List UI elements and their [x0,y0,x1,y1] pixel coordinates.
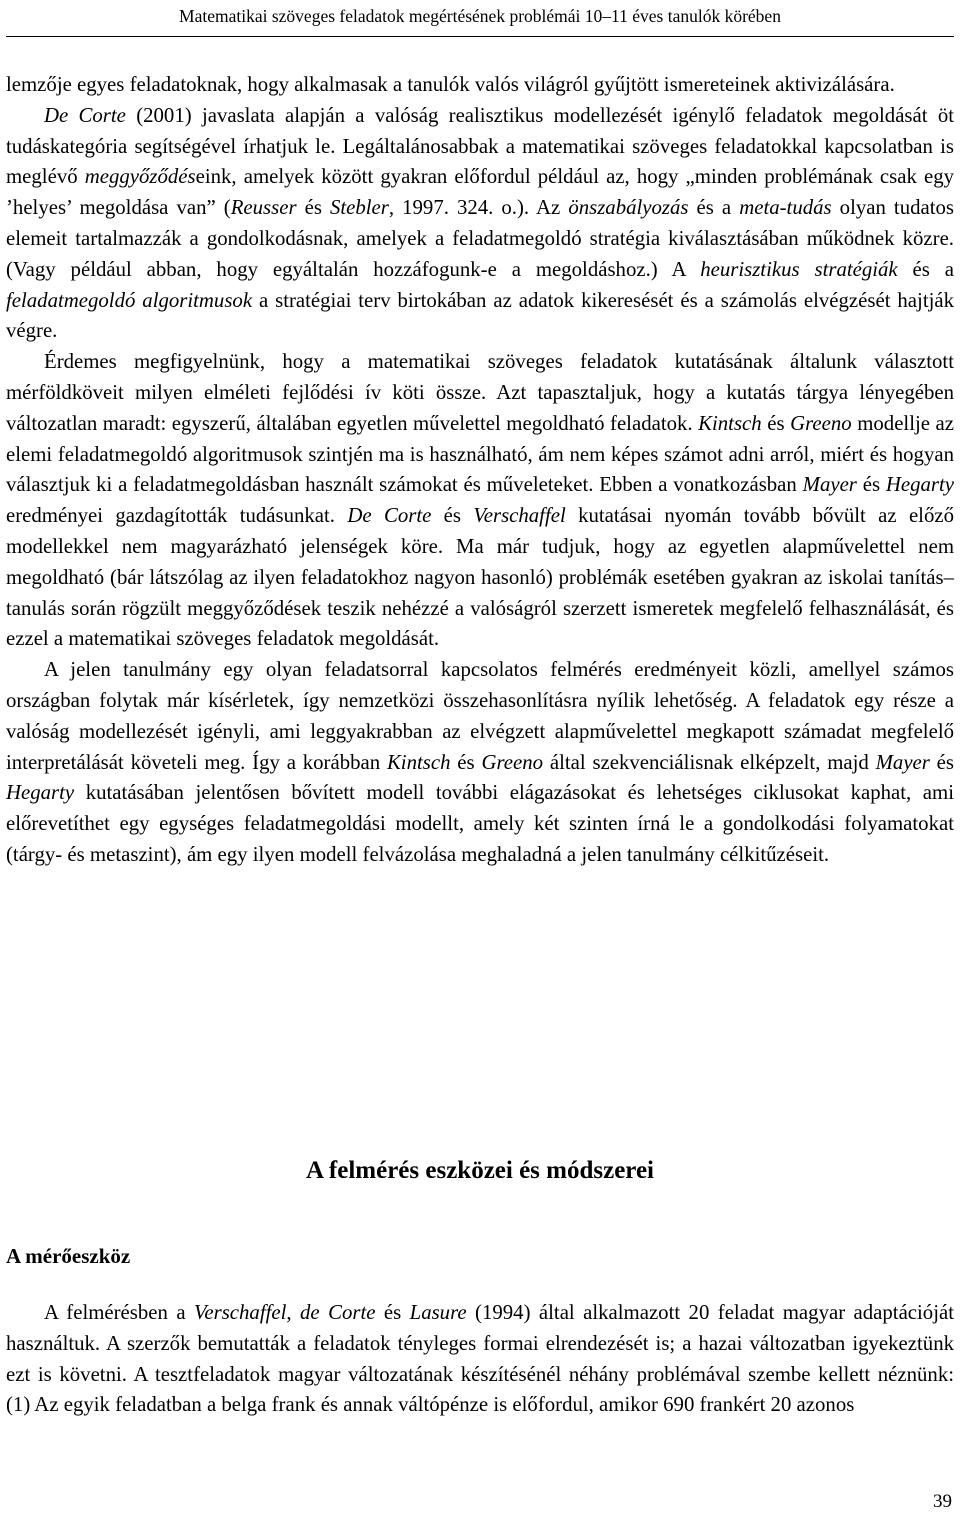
header-rule [6,36,954,37]
text-run: , [286,1301,301,1324]
text-run: (1994) által alkalmazott 20 feladat magyar adaptációját használtuk. A szerzők bemutatták a feladatok tényleges formai elrendezését is; a hazai változatban igyekeztünk ezt is követni. A tesztfeladatok magyar változatának készítésénél néhány problémával szembe kellett néznünk: (1) Az egyik feladatban a belga frank és annak váltópénze is előfordul, amikor 690 frankért 20 azonos [6,1301,954,1417]
text-run: és [761,411,791,435]
text-run: (2001) javaslata alapján a valóság realisztikus modellezését igénylő feladatok megoldását öt tudáskategória segítségével írhatjuk le. Legáltalánosabbak a matematikai szöveges feladatokkal kapcsolatban is meglévő [6,103,954,189]
body-text-block [6,1298,954,1421]
paragraph [6,655,954,871]
author-name: de Corte [300,1301,376,1324]
author-name: Reusser [230,196,297,220]
text-run: a stratégiai terv birtokában az adatok kikeresését és a számolás elvégzését hajtják végre. [6,288,955,343]
emphasis-term: heurisztikus stratégiák [700,257,898,281]
text-run: és [856,473,886,497]
text-run: és [431,504,474,528]
text-run: A jelen tanulmány egy olyan feladatsorral kapcsolatos felmérés eredményeit közli, amellyel számos országban folytak már kísérletek, így nemzetközi összehasonlításra nyílik lehetőség. A feladatok egy része a valóság modellezését igényli, ami leggyakrabban az elvégzett alapművelettel megkapott számadat megfelelő interpretálását követeli meg. Így a korábban [6,658,954,774]
text-run: és a [897,257,954,281]
author-name: Greeno [790,411,852,435]
text-run: lemzője egyes feladatoknak, hogy alkalmasak a tanulók valós világról gyűjtött ismereteinek aktivizálására. [6,73,895,96]
author-name: Verschaffel [473,504,566,528]
text-run: modellje az elemi feladatmegoldó algoritmusok szintjén ma is használható, ám nem képes számot adni arról, miért és hogyan választjuk ki a feladatmegoldásban használt számokat és műveleteket. Ebben a vonatkozásban [6,411,954,497]
paragraph [6,101,954,347]
author-name: Hegarty [6,781,75,805]
text-run: és a [688,196,740,220]
subsection-heading: A mérőeszköz [6,1244,131,1268]
text-run: és [296,196,330,220]
running-header: Matematikai szöveges feladatok megértésének problémái 10–11 éves tanulók körében [179,6,781,26]
text-run: , 1997. 324. o.). Az [388,196,569,220]
page-number: 39 [933,1491,952,1512]
text-run: és [929,750,955,774]
text-run: és [450,750,482,774]
author-name: De Corte [347,504,432,528]
author-name: Mayer [875,750,930,774]
emphasis-term: feladatmegoldó algoritmusok [6,288,253,312]
emphasis-term: meggyőződés [84,165,196,189]
text-run: kutatásai nyomán tovább bővült az előző modellekkel nem magyarázható jelenségek köre. Ma már tudjuk, hogy az egyetlen alapművelettel nem megoldható (bár látszólag az ilyen feladatokhoz nagyon hasonló) problémák esetében gyakran az iskolai tanítás–tanulás során rögzült meggyőződések teszik nehézzé a valóságról szerzett ismeretek megfelelő felhasználását, és ezzel a matematikai szöveges feladatok megoldását. [6,504,954,651]
author-name: Kintsch [386,750,451,774]
text-run: eredményei gazdagították tudásunkat. [6,504,348,528]
author-name: Kintsch [698,411,762,435]
text-run: eink, amelyek között gyakran előfordul például az, hogy „minden problémának csak egy ’helyes’ megoldása van” ( [6,165,954,220]
body-text-block [6,70,954,871]
author-name: De Corte [44,103,126,127]
paragraph [6,347,954,655]
author-name: Verschaffel [193,1301,287,1324]
paragraph [6,1298,954,1421]
paragraph-continued [6,70,954,101]
section-heading: A felmérés eszközei és módszerei [305,1157,654,1184]
author-name: Mayer [802,473,857,497]
text-run: által szekvenciálisnak elképzelt, majd [543,750,876,774]
author-name: Hegarty [885,473,954,497]
text-run: Érdemes megfigyelnünk, hogy a matematikai szöveges feladatok kutatásának általunk választott mérföldköveit milyen elméleti fejlődési ív köti össze. Azt tapasztaljuk, hogy a kutatás tárgya lényegében változatlan maradt: egyszerű, általában egyetlen művelettel megoldható feladatok. [6,350,954,435]
text-run: kutatásában jelentősen bővített modell további elágazásokat és lehetséges ciklusokat kaphat, ami előrevetíthet egy egységes feladatmegoldási modellt, amely két szinten írná le a gondolkodási folyamatokat (tárgy- és metaszint), ám egy ilyen modell felvázolása meghaladná a jelen tanulmány célkitűzéseit. [6,781,954,866]
author-name: Lasure [409,1301,467,1324]
author-name: Stebler [329,196,389,220]
author-name: Greeno [481,750,544,774]
text-run: A felmérésben a [44,1301,194,1324]
text-run: olyan tudatos elemeit tartalmazzák a gondolkodásnak, amelyek a feladatmegoldó stratégia kiválasztásában működnek közre. (Vagy például abban, hogy egyáltalán hozzáfogunk-e a megoldáshoz.) A [6,196,954,281]
emphasis-term: meta-tudás [739,196,832,220]
text-run: és [375,1301,410,1324]
emphasis-term: önszabályozás [568,196,689,220]
